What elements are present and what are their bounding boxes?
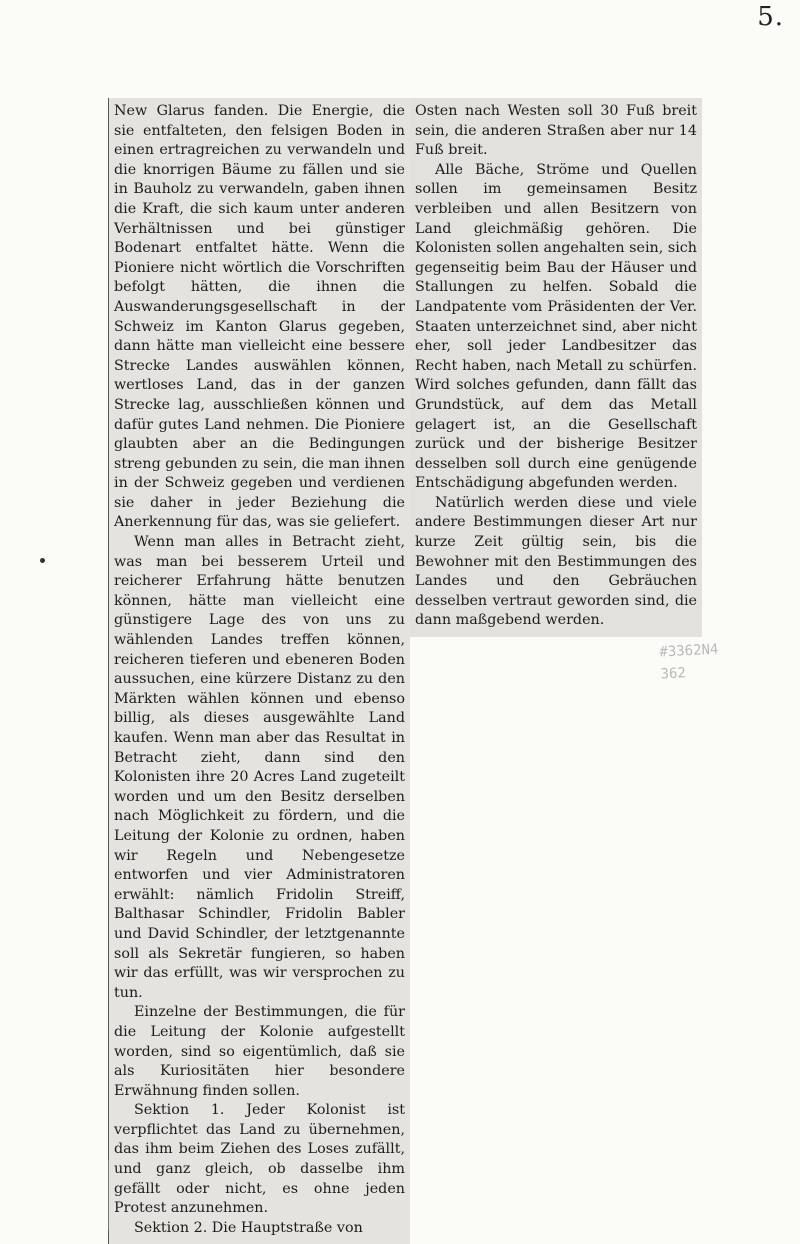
- paragraph: Einzelne der Bestimmungen, die für die Leitung der Kolonie aufgestellt worden, sind so eigentümlich, daß sie als Kuriositäten hier besondere Erwähnung finden sollen.: [114, 1004, 405, 1099]
- paragraph: Natürlich werden diese und viele andere Bestimmungen dieser Art nur kurze Zeit gültig sein, bis die Bewohner mit den Bestimmungen des Landes und den Gebräuchen desselben vertraut geworden sind, die dann maßgebend werden.: [415, 494, 697, 629]
- page-number: 5.: [757, 2, 784, 32]
- newspaper-clipping-left-column: [108, 98, 410, 1244]
- clipping-edge-line: [108, 1160, 109, 1230]
- paragraph: New Glarus fanden. Die Energie, die sie entfalteten, den felsigen Boden in einen ertragreichen zu verwandeln und die knorrigen Bäume zu fällen und sie in Bauholz zu verwandeln, gaben ihnen die Kraft, die sich kaum unter anderen Verhältnissen und bei günstiger Bodenart entfaltet hätte. Wenn die Pioniere nicht wörtlich die Vorschriften befolgt hätten, die ihnen die Auswanderungsgesellschaft in der Schweiz im Kanton Glarus gegeben, dann hätte man vielleicht eine bessere Strecke Landes auswählen können, wertloses Land, das in der ganzen Strecke lag, ausschließen können und dafür gutes Land nehmen. Die Pioniere glaubten aber an die Bedingungen streng gebunden zu sein, die man ihnen in der Schweiz gegeben und verdienen sie daher in jeder Beziehung die Anerkennung für das, was sie geliefert.: [114, 103, 405, 531]
- ink-speck: [39, 557, 46, 564]
- paragraph: Sektion 2. Die Hauptstraße von: [134, 1219, 363, 1236]
- paragraph: Sektion 1. Jeder Kolonist ist verpflichtet das Land zu übernehmen, das ihm beim Ziehen des Loses zufällt, und ganz gleich, ob dasselbe ihm gefällt oder nicht, es ohne jeden Protest anzunehmen.: [114, 1102, 405, 1217]
- paragraph: Alle Bäche, Ströme und Quellen sollen im gemeinsamen Besitz verbleiben und allen Besitzern von Land gleichmäßig gehören. Die Kolonisten sollen angehalten sein, sich gegenseitig beim Bau der Häuser und Stallungen zu helfen. Sobald die Landpatente vom Präsidenten der Ver. Staaten unterzeichnet sind, aber nicht eher, soll jeder Landbesitzer das Recht haben, nach Metall zu schürfen. Wird solches gefunden, dann fällt das Grundstück, auf dem das Metall gelagert ist, an die Gesellschaft zurück und der bisherige Besitzer desselben soll durch eine genügende Entschädigung abgefunden werden.: [415, 161, 697, 492]
- pencil-margin-note: [659, 638, 720, 685]
- paragraph: Osten nach Westen soll 30 Fuß breit sein, die anderen Straßen aber nur 14 Fuß breit.: [415, 103, 697, 159]
- margin-note-line: 362: [660, 665, 687, 683]
- margin-note-line: #3362N4: [659, 641, 719, 661]
- paragraph: Wenn man alles in Betracht zieht, was man bei besserem Urteil und reicherer Erfahrung hätte benutzen können, hätte man vielleicht eine günstigere Lage des von uns zu wählenden Landes treffen können, reicheren tieferen und ebeneren Boden aussuchen, eine kürzere Distanz zu den Märkten wählen können und ebenso billig, als dieses ausgewählte Land kaufen. Wenn man aber das Resultat in Betracht zieht, dann sind den Kolonisten ihre 20 Acres Land zugeteilt worden und um den Besitz derselben nach Möglichkeit zu fördern, und die Leitung der Kolonie zu ordnen, haben wir Regeln und Nebengesetze entworfen und vier Administratoren erwählt: nämlich Fridolin Streiff, Balthasar Schindler, Fridolin Babler und David Schindler, der letztgenannte soll als Sekretär fungieren, so haben wir das erfüllt, was wir versprochen zu tun.: [114, 534, 405, 1001]
- newspaper-clipping-right-column: [410, 98, 702, 637]
